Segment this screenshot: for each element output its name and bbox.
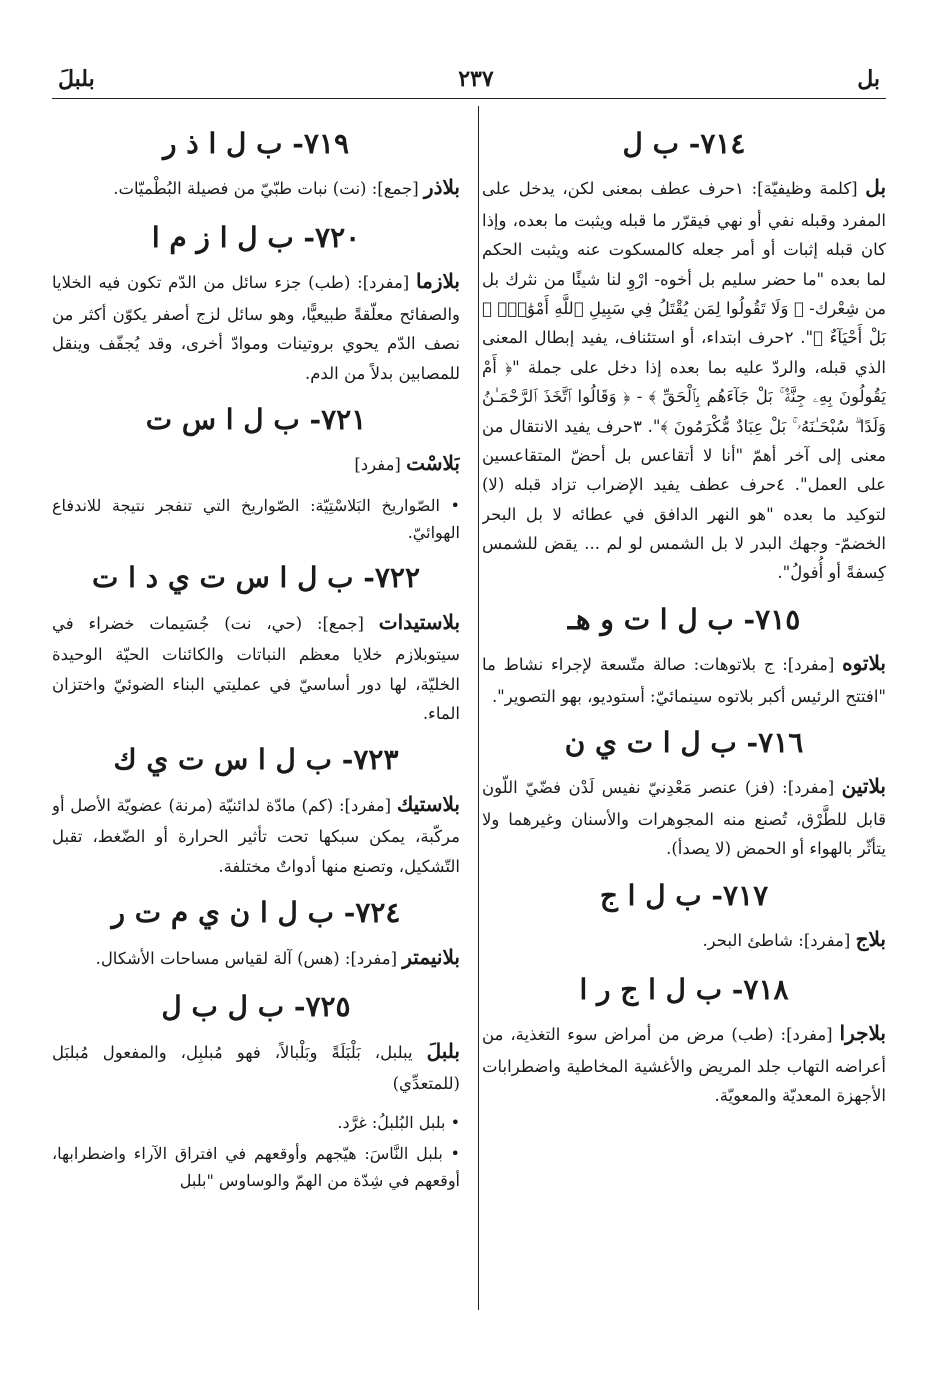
running-header — [58, 58, 880, 92]
entry-text — [482, 922, 886, 958]
right-column — [482, 112, 886, 1310]
header-right-guideword: بل — [857, 66, 880, 92]
root-heading: ٧٢١- ب ل ا س ت — [145, 403, 367, 437]
sub-sense: • الصّواريخ البَلاسْتِيّة: الصّواريخ التي تنفجر نتيجة للاندفاع الهوائيّ. — [52, 496, 460, 543]
definition: [جمع]: (نت) نبات طبّيّ من فصيلة البُطْميّات. — [113, 179, 419, 199]
entry-text — [52, 446, 460, 482]
headword: بلبلَ — [426, 1038, 460, 1063]
entry-725 — [52, 989, 460, 1194]
headword: بلاستيك — [396, 791, 460, 816]
header-left-guideword: بلبلَ — [58, 66, 95, 92]
header-rule — [52, 98, 886, 99]
entry-text — [482, 769, 886, 863]
definition: [مفرد]: (كم) مادّة لدائنيّة (مرنة) عضويّة الأصل أو مركّبة، يمكن سبكها تحت تأثير الحرارة أو الضّغط، تقبل التّشكيل، وتصنع منها أدواتٌ مختلفة. — [52, 795, 460, 876]
entry-723 — [52, 742, 460, 881]
left-column — [52, 112, 460, 1310]
root-heading: ٧١٦- ب ل ا ت ي ن — [564, 726, 804, 759]
root-heading: ٧١٤- ب ل — [622, 127, 746, 160]
headword: بَلاسْت — [406, 451, 460, 476]
headword: بلاتوه — [842, 651, 886, 676]
root-heading: ٧٢٢- ب ل ا س ت ي د ا ت — [91, 561, 421, 595]
headword: بل — [865, 175, 886, 200]
headword: بلاستيدات — [378, 609, 460, 634]
column-divider — [478, 106, 479, 1310]
entry-714 — [482, 126, 886, 588]
headword: بلاتين — [841, 774, 886, 799]
root-heading: ٧١٨- ب ل ا ج ر ا — [579, 972, 789, 1006]
root-heading: ٧٢٥- ب ل ب ل — [161, 990, 351, 1024]
entry-715 — [482, 602, 886, 711]
entry-text — [52, 940, 460, 976]
root-heading: ٧٢٤- ب ل ا ن ي م ت ر — [111, 896, 401, 930]
entry-717 — [482, 878, 886, 958]
definition: [مفرد]: ج بلاتوهات: صالة متّسعة لإجراء نشاط ما "افتتح الرئيس أكبر بلاتوه سينمائيّ: أستوديو، بهو التصوير". — [482, 655, 886, 706]
root-heading: ٧١٥- ب ل ا ت و هـ — [567, 602, 801, 636]
root-heading: ٧١٩- ب ل ا ذ ر — [163, 127, 349, 160]
definition: يبلبل، بَلْبَلَةً وبَلْبالاً، فهو مُبلبِل، والمفعول مُبلبَل (للمتعدِّي) — [52, 1042, 460, 1094]
sub-sense: • بلبل البُلبلُ: غرَّد. — [337, 1112, 460, 1132]
page-number: ٢٣٧ — [458, 66, 494, 92]
headword: بلانيمتر — [402, 944, 460, 969]
entry-text — [52, 264, 460, 388]
entry-text — [52, 787, 460, 881]
headword: بلاج — [855, 927, 886, 952]
entry-text — [482, 1016, 886, 1110]
entry-text — [52, 1034, 460, 1099]
entry-724 — [52, 895, 460, 975]
definition: [جمع]: (حي، نت) جُسَيمات خضراء في سيتوبلازم خلايا معظم النباتات والكائنات الحيّة الوحيدة الخليّة، لها دور أساسيّ في عمليتي البناء الضوئيّ واختزان الماء. — [52, 613, 460, 724]
root-heading: ٧٢٣- ب ل ا س ت ي ك — [113, 743, 399, 777]
definition: [كلمة وظيفيّة]: ١حرف عطف بمعنى لكن، يدخل على المفرد وقبله نفي أو نهي فيقرّر ما قبله ويثبت ما بعده، وإذا كان قبله إثبات أو أمر جعله كالمسكوت عنه ويثبت الحكم لما بعده "ما حضر سليم بل أخوه- ارْوِ لنا شيئًا من نثرك بل من شِعْرك- ﴿ وَلَا تَقُولُوا لِمَن يُقْتَلُ فِي سَبِيلِ ٱللَّهِ أَمْوَٰتٌۢ ۚ بَلْ أَحْيَآءٌ ﴾". ٢حرف ابتداء، أو استئناف، يفيد إبطال المعنى الذي قبله، والردّ عليه بما بعده إذا دخل على جملة "﴿ أَمْ يَقُولُونَ بِهِۦ جِنَّةٌۢ ۚ بَلْ جَآءَهُم بِٱلْحَقِّ ﴾ - ﴿ وَقَالُوا ٱتَّخَذَ ٱلرَّحْمَـٰنُ وَلَدًا ۗ سُبْحَـٰنَهُۥ ۚ بَلْ عِبَادٌ مُّكْرَمُونَ ﴾". ٣حرف يفيد الانتقال من معنى إلى آخر أهمّ "أنا لا أتقاعس بل أحضّ المتقاعسين على العمل". ٤حرف عطف يفيد الإضراب تزاد قبله (لا) لتوكيد ما بعده "هو النهر الدافق في عطائه لا بل البحر الخضمّ- وجهك البدر لا بل الشمس لو لم ... يقض للشمس كِسفةً أو أُفولُ". — [482, 179, 886, 583]
entry-719 — [52, 126, 460, 206]
headword: بلاذر — [423, 175, 460, 200]
entry-text — [52, 605, 460, 729]
definition: [مفرد]: (طب) جزء سائل من الدّم تكون فيه الخلايا والصفائح معلّقةً طبيعيًّا، وهو سائل لزج أصفر يكوّن أكثر من نصف الدّم يحوي بروتينات وموادّ أخرى، وقد يُجفّف وينقل للمصابين بدلاً من الدم. — [52, 273, 460, 383]
entry-720 — [52, 220, 460, 388]
root-heading: ٧٢٠- ب ل ا ز م ا — [151, 220, 361, 254]
entry-716 — [482, 725, 886, 864]
headword: بلاجرا — [839, 1021, 886, 1046]
entry-721 — [52, 402, 460, 546]
definition: [مفرد]: (طب) مرض من أمراض سوء التغذية، من أعراضه التهاب جلد المريض والأغشية المخاطية واضطرابات الأجهزة المعديّة والمعويّة. — [482, 1025, 886, 1106]
definition: [مفرد] — [354, 455, 401, 475]
entry-722 — [52, 560, 460, 728]
sub-sense: • بلبل النَّاسَ: هيّجهم وأوقعهم في افتراق الآراء واضطرابها، أوقعهم في شِدّة من الهمّ والوساوس "بلبل — [52, 1143, 460, 1190]
entry-text — [482, 646, 886, 711]
entry-text — [482, 170, 886, 587]
entry-718 — [482, 972, 886, 1111]
root-heading: ٧١٧- ب ل ا ج — [599, 878, 769, 912]
headword: بلازما — [416, 269, 460, 294]
definition: [مفرد]: (هس) آلة لقياس مساحات الأشكال. — [95, 948, 398, 968]
entry-text — [52, 170, 460, 206]
definition: [مفرد]: (فز) عنصر مَعْدِنيّ نفيس لَدْن فضّيّ اللّون قابل للطَّرْق، تُصنع منه المجوهرات والأسنان وغيرهما ولا يتأثّر بالهواء أو الحمض (لا يصدأ). — [482, 778, 886, 859]
definition: [مفرد]: شاطئ البحر. — [702, 931, 851, 951]
